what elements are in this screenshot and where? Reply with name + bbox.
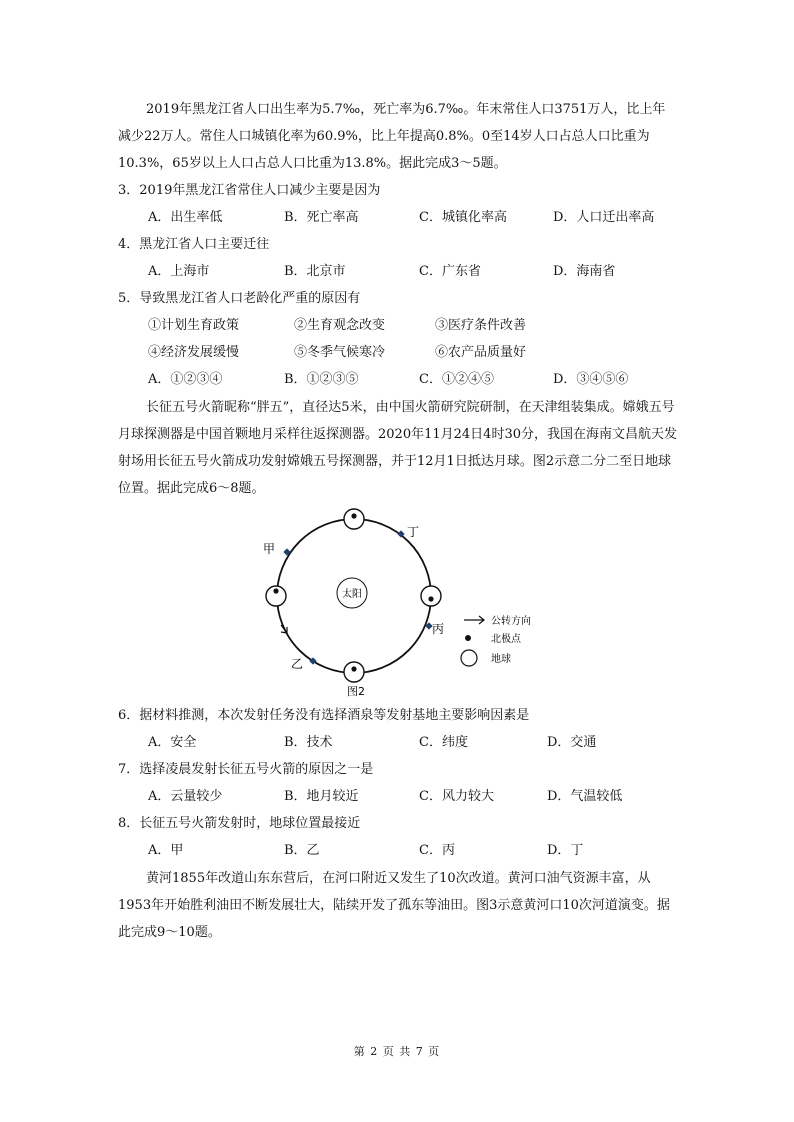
label-yi: 乙 bbox=[291, 657, 304, 671]
legend-label-north-pole: 北极点 bbox=[491, 634, 521, 645]
question-3-option-c: C．城镇化率高 bbox=[419, 210, 507, 225]
north-pole-right bbox=[428, 596, 433, 601]
question-5-option-c: C．①②④⑤ bbox=[419, 372, 494, 387]
figure-2-diagram bbox=[250, 505, 550, 705]
question-6-title: 6．据材料推测，本次发射任务没有选择酒泉等发射基地主要影响因素是 bbox=[118, 708, 530, 723]
figure-2-caption: 图2 bbox=[347, 685, 365, 698]
earth-bottom bbox=[344, 662, 364, 682]
question-4-option-c: C．广东省 bbox=[419, 264, 481, 279]
legend-earth-icon bbox=[461, 650, 477, 666]
passage-yellow-river: 黄河1855年改道山东东营后，在河口附近又发生了10次改道。黄河口油气资源丰富，从1953年开始胜利油田不断发展壮大，陆续开发了孤东等油田。图3示意黄河口10次河道演变。据此完成9～10题。 bbox=[118, 871, 670, 940]
north-pole-top bbox=[351, 513, 356, 518]
question-5-option-d: D．③④⑤⑥ bbox=[553, 372, 629, 387]
question-8-option-b: B．乙 bbox=[284, 843, 320, 858]
legend-north-pole-icon bbox=[465, 635, 471, 641]
question-8-option-a: A．甲 bbox=[148, 843, 184, 858]
question-5-factor-4: ④经济发展缓慢 bbox=[148, 345, 240, 360]
passage-rocket: 长征五号火箭昵称“胖五”，直径达5米，由中国火箭研究院研制，在天津组装集成。嫦娥五号月球探测器是中国首颗地月采样往返探测器。2020年11月24日4时30分，我国在海南文昌航天发射场用长征五号火箭成功发射嫦娥五号探测器，并于12月1日抵达月球。图2示意二分二至日地球位置。据此完成6～8题。 bbox=[118, 400, 677, 496]
question-3-option-d: D．人口迁出率高 bbox=[553, 210, 655, 225]
question-6-option-a: A．安全 bbox=[148, 735, 197, 750]
earth-right bbox=[421, 586, 441, 606]
passage-population: 2019年黑龙江省人口出生率为5.7‰，死亡率为6.7‰。年末常住人口3751万人，比上年减少22万人。常住人口城镇化率为60.9%，比上年提高0.8%。0至14岁人口占总人口比重为10.3%，65岁以上人口占总人口比重为13.8%。据此完成3～5题。 bbox=[118, 102, 666, 171]
question-5-option-b: B．①②③⑤ bbox=[284, 372, 359, 387]
question-7-option-a: A．云量较少 bbox=[148, 789, 223, 804]
question-4-title: 4．黑龙江省人口主要迁往 bbox=[118, 237, 270, 252]
question-4-option-b: B．北京市 bbox=[284, 264, 346, 279]
question-5-factor-3: ③医疗条件改善 bbox=[435, 318, 527, 333]
question-7-option-d: D．气温较低 bbox=[547, 789, 623, 804]
legend-label-revolution: 公转方向 bbox=[491, 616, 531, 627]
question-8-title: 8．长征五号火箭发射时，地球位置最接近 bbox=[118, 816, 361, 831]
question-5-factor-5: ⑤冬季气候寒冷 bbox=[294, 345, 386, 360]
label-bing: 丙 bbox=[432, 622, 445, 636]
question-7-title: 7．选择凌晨发射长征五号火箭的原因之一是 bbox=[118, 762, 374, 777]
north-pole-left bbox=[273, 588, 278, 593]
question-8-option-c: C．丙 bbox=[419, 843, 455, 858]
question-6-option-b: B．技术 bbox=[284, 735, 333, 750]
question-5-title: 5．导致黑龙江省人口老龄化严重的原因有 bbox=[118, 291, 361, 306]
question-7-option-c: C．风力较大 bbox=[419, 789, 494, 804]
question-6-option-d: D．交通 bbox=[547, 735, 597, 750]
question-8-option-d: D．丁 bbox=[547, 843, 584, 858]
question-3-title: 3．2019年黑龙江省常住人口减少主要是因为 bbox=[118, 183, 381, 198]
question-7-option-b: B．地月较近 bbox=[284, 789, 359, 804]
north-pole-bottom bbox=[351, 666, 356, 671]
legend-arrow-icon bbox=[464, 616, 484, 624]
question-5-factor-1: ①计划生育政策 bbox=[148, 318, 240, 333]
legend-label-earth: 地球 bbox=[491, 654, 511, 665]
question-4-option-a: A．上海市 bbox=[148, 264, 210, 279]
page-footer: 第 2 页 共 7 页 bbox=[353, 1045, 441, 1058]
label-jia: 甲 bbox=[263, 542, 276, 556]
question-5-option-a: A．①②③④ bbox=[148, 372, 223, 387]
sun-label: 太阳 bbox=[342, 589, 362, 600]
earth-top bbox=[344, 509, 364, 529]
question-3-option-b: B．死亡率高 bbox=[284, 210, 359, 225]
question-4-option-d: D．海南省 bbox=[553, 264, 616, 279]
label-ding: 丁 bbox=[407, 525, 420, 539]
question-5-factor-6: ⑥农产品质量好 bbox=[435, 345, 527, 360]
question-3-option-a: A．出生率低 bbox=[148, 210, 223, 225]
question-6-option-c: C．纬度 bbox=[419, 735, 468, 750]
question-5-factor-2: ②生育观念改变 bbox=[294, 318, 386, 333]
